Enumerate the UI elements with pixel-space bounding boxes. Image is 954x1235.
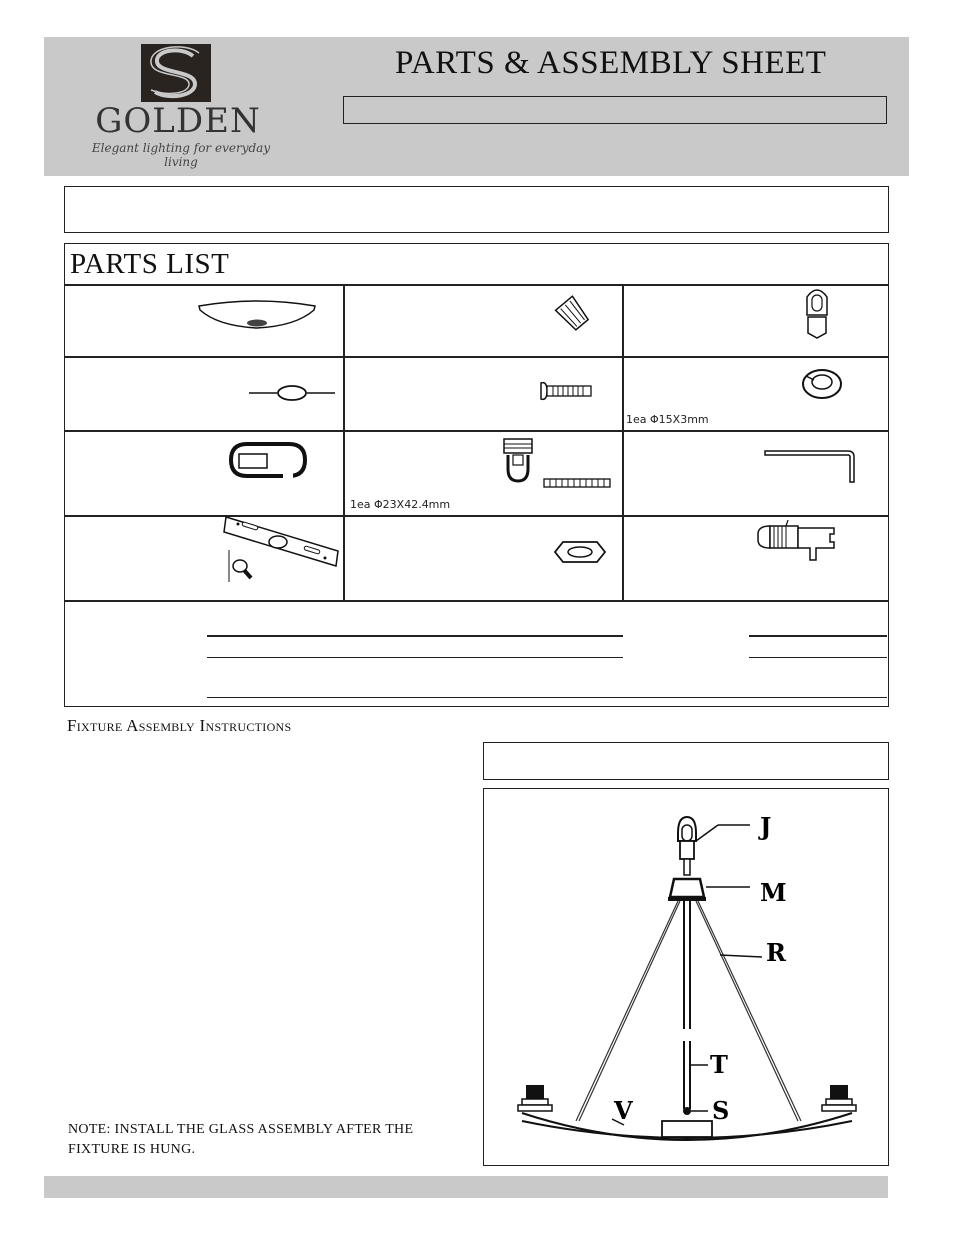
footer-band (44, 1176, 888, 1198)
parts-grid-line (343, 284, 345, 600)
spec-line (207, 697, 887, 698)
label-v: V (614, 1096, 633, 1125)
model-number-box (343, 96, 887, 124)
instructions-title: Fixture Assembly Instructions (67, 716, 292, 735)
step-box (483, 742, 889, 780)
parts-grid-line (64, 600, 889, 602)
assembly-note: NOTE: INSTALL THE GLASS ASSEMBLY AFTER THE FIXTURE IS HUNG. (68, 1122, 414, 1157)
label-t: T (710, 1050, 728, 1079)
socket-icon (756, 520, 838, 562)
spec-line (749, 635, 887, 637)
candle-cup-left-icon (518, 1085, 552, 1111)
parts-grid-line (622, 284, 624, 600)
parts-grid-line (64, 284, 889, 286)
parts-grid-line (64, 515, 889, 517)
hex-nut-icon (553, 540, 607, 564)
parts-grid-line (64, 356, 889, 358)
spring-washer-note: 1ea Φ15X3mm (626, 413, 709, 426)
canopy-icon (196, 292, 318, 332)
candle-cup-right-icon (822, 1085, 856, 1111)
label-r: R (766, 938, 786, 967)
lock-washer-icon (800, 366, 844, 402)
info-box (64, 186, 889, 233)
ceiling-hook-icon (803, 287, 831, 339)
golden-logo-icon (141, 44, 211, 102)
wire-nut-icon (550, 292, 596, 336)
label-j: J (760, 812, 772, 841)
chain-link-icon (249, 383, 335, 403)
label-m: M (760, 878, 787, 907)
brand-tagline: Elegant lighting for everyday living (91, 141, 271, 169)
parts-grid-line (64, 430, 889, 432)
screw-icon (539, 380, 593, 402)
spec-line (207, 657, 623, 658)
hook-j-icon (678, 817, 696, 875)
spec-line (207, 635, 623, 637)
cap-m-icon (668, 879, 706, 901)
assembly-diagram (484, 789, 888, 1165)
swivel-note: 1ea Φ23X42.4mm (350, 498, 451, 511)
crossbar-icon (220, 514, 342, 586)
allen-wrench-icon (762, 448, 858, 484)
quick-link-icon (227, 440, 309, 480)
parts-list-title: PARTS LIST (70, 248, 230, 280)
label-s: S (712, 1096, 730, 1125)
sheet-title: PARTS & ASSEMBLY SHEET (395, 45, 827, 81)
spec-line (749, 657, 887, 658)
brand-name: GOLDEN (95, 101, 261, 141)
swivel-loop-icon (500, 437, 612, 493)
